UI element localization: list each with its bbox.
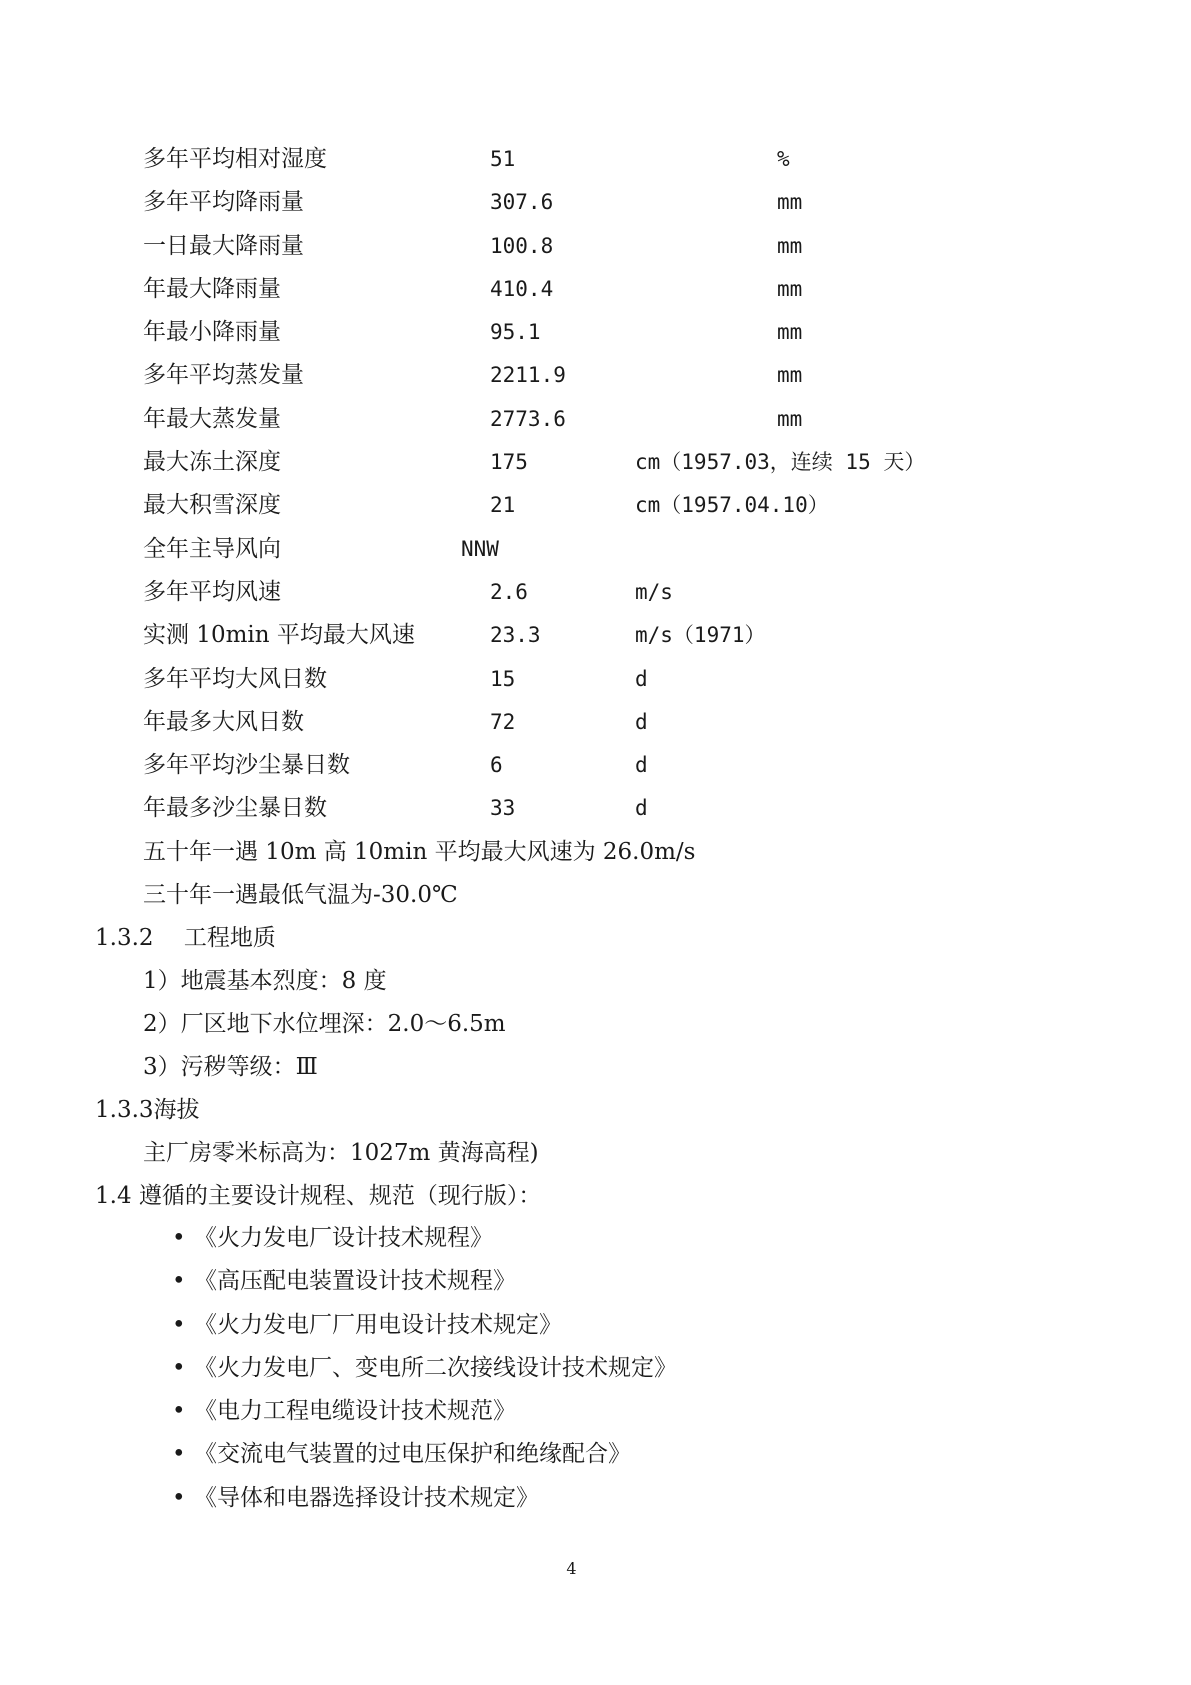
climate-value: 33 [490, 796, 516, 821]
climate-value: 23.3 [490, 623, 541, 648]
climate-row [143, 484, 1043, 527]
climate-row [143, 658, 1043, 701]
climate-value: 51 [490, 147, 516, 171]
list-item-text: 《火力发电厂厂用电设计技术规定》 [194, 1311, 562, 1338]
list-item-text: 《火力发电厂设计技术规程》 [194, 1225, 493, 1251]
geology-item: 1）地震基本烈度：8 度 [143, 968, 387, 994]
climate-row [143, 311, 1043, 354]
climate-unit: % [777, 147, 790, 171]
climate-row [143, 225, 1043, 268]
climate-label: 最大积雪深度 [143, 492, 281, 519]
climate-unit: d [635, 753, 648, 778]
climate-label: 年最多沙尘暴日数 [143, 795, 327, 822]
climate-value: 100.8 [490, 233, 554, 258]
climate-row [143, 138, 1043, 181]
climate-value: 21 [490, 493, 516, 518]
section-heading-geology: 1.3.2 工程地质 [95, 925, 276, 951]
climate-unit: d [635, 709, 648, 734]
climate-unit: mm [777, 363, 803, 388]
climate-label: 一日最大降雨量 [143, 232, 304, 259]
climate-row [143, 268, 1043, 311]
list-item [172, 1390, 677, 1433]
climate-unit: mm [777, 320, 803, 345]
climate-row [143, 614, 1043, 657]
list-item-text: 《导体和电器选择设计技术规定》 [194, 1484, 539, 1511]
climate-row [143, 787, 1043, 830]
wind-50-year-note: 五十年一遇 10m 高 10min 平均最大风速为 26.0m/s [143, 839, 696, 865]
climate-label: 全年主导风向 [143, 535, 281, 562]
climate-unit: cm（1957.03，连续 15 天） [635, 450, 926, 475]
bullet-icon: • [172, 1268, 186, 1295]
climate-label: 最大冻土深度 [143, 449, 281, 476]
page-number: 4 [566, 1559, 577, 1578]
climate-value: 410.4 [490, 276, 554, 301]
climate-unit: mm [777, 406, 803, 431]
list-item-text: 《高压配电装置设计技术规程》 [194, 1268, 516, 1295]
bullet-icon: • [172, 1311, 186, 1338]
list-item [172, 1260, 677, 1303]
climate-value: 72 [490, 709, 516, 734]
climate-row [143, 181, 1043, 224]
climate-label: 年最多大风日数 [143, 708, 304, 735]
climate-unit: mm [777, 276, 803, 301]
climate-value: NNW [461, 536, 499, 561]
climate-label: 年最大降雨量 [143, 275, 281, 302]
climate-unit: mm [777, 233, 803, 258]
climate-value: 6 [490, 753, 503, 778]
bullet-icon: • [172, 1398, 186, 1425]
climate-label: 多年平均沙尘暴日数 [143, 752, 350, 779]
climate-label: 多年平均风速 [143, 578, 281, 605]
climate-row [143, 441, 1043, 484]
climate-value: 15 [490, 666, 516, 691]
climate-row [143, 528, 1043, 571]
climate-unit: m/s（1971） [635, 623, 766, 648]
climate-data-table [143, 138, 1043, 831]
bullet-icon: • [172, 1354, 186, 1381]
section-heading-standards: 1.4 遵循的主要设计规程、规范（现行版）： [95, 1183, 542, 1209]
climate-row [143, 354, 1043, 397]
climate-value: 95.1 [490, 320, 541, 345]
climate-label: 实测 10min 平均最大风速 [143, 622, 415, 649]
section-heading-altitude: 1.3.3海拔 [95, 1097, 200, 1123]
list-item [172, 1217, 677, 1260]
list-item [172, 1304, 677, 1347]
climate-value: 2.6 [490, 579, 528, 604]
climate-label: 多年平均相对湿度 [143, 146, 327, 172]
climate-value: 307.6 [490, 190, 554, 215]
climate-unit: d [635, 666, 648, 691]
climate-label: 多年平均大风日数 [143, 665, 327, 692]
geology-item: 3）污秽等级：Ⅲ [143, 1054, 318, 1080]
geology-item: 2）厂区地下水位埋深：2.0～6.5m [143, 1011, 506, 1037]
climate-value: 2773.6 [490, 406, 566, 431]
climate-unit: d [635, 796, 648, 821]
altitude-text: 主厂房零米标高为：1027m 黄海高程) [143, 1140, 539, 1166]
climate-label: 年最大蒸发量 [143, 405, 281, 432]
climate-unit: mm [777, 190, 803, 215]
climate-row [143, 701, 1043, 744]
climate-value: 175 [490, 450, 528, 475]
climate-unit: cm（1957.04.10） [635, 493, 829, 518]
list-item [172, 1347, 677, 1390]
standards-list [172, 1217, 677, 1520]
climate-unit: m/s [635, 579, 673, 604]
bullet-icon: • [172, 1441, 186, 1468]
bullet-icon: • [172, 1484, 186, 1511]
climate-row [143, 744, 1043, 787]
climate-label: 多年平均降雨量 [143, 189, 304, 216]
list-item [172, 1433, 677, 1476]
climate-row [143, 398, 1043, 441]
climate-value: 2211.9 [490, 363, 566, 388]
list-item [172, 1477, 677, 1520]
climate-label: 多年平均蒸发量 [143, 362, 304, 389]
list-item-text: 《电力工程电缆设计技术规范》 [194, 1398, 516, 1425]
bullet-icon: • [172, 1225, 186, 1251]
list-item-text: 《火力发电厂、变电所二次接线设计技术规定》 [194, 1354, 677, 1381]
temperature-30-year-note: 三十年一遇最低气温为-30.0℃ [143, 882, 458, 908]
list-item-text: 《交流电气装置的过电压保护和绝缘配合》 [194, 1441, 631, 1468]
climate-label: 年最小降雨量 [143, 319, 281, 346]
climate-row [143, 571, 1043, 614]
